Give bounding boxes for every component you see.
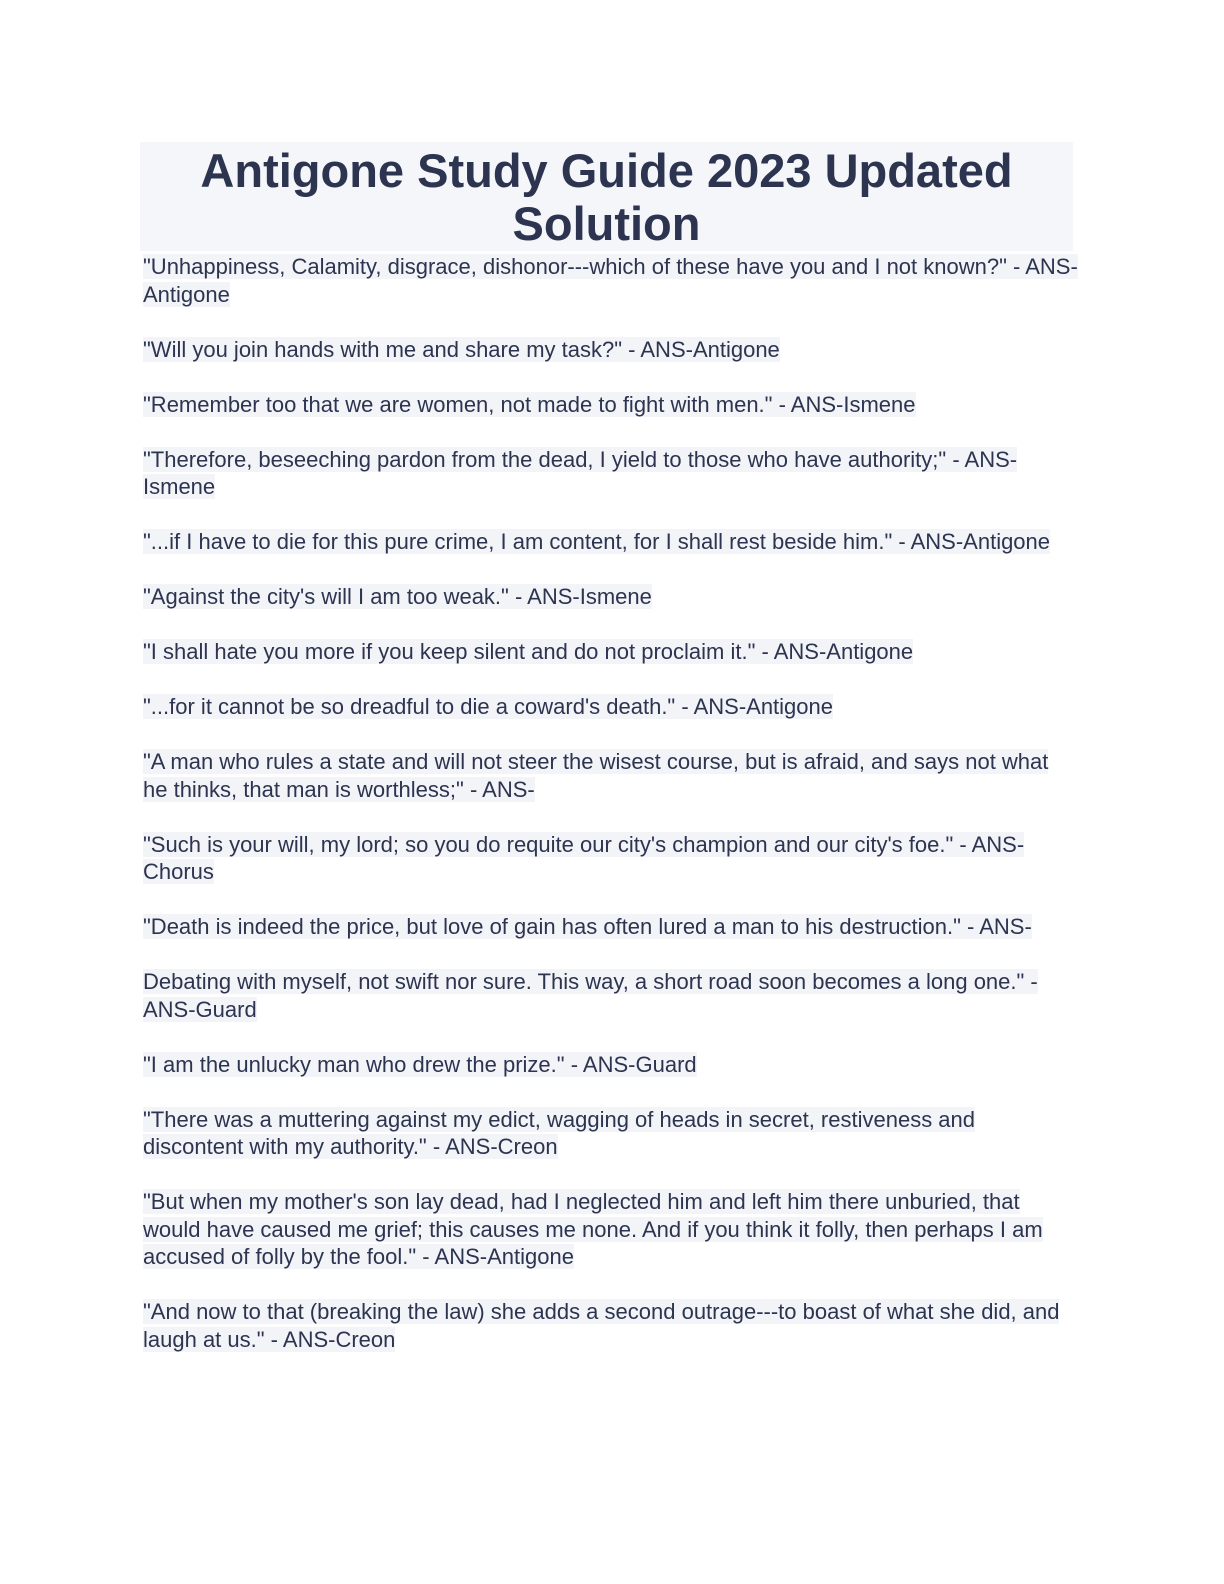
qa-text: "Such is your will, my lord; so you do requite our city's champion and our city's foe." - ANS-Chorus — [143, 831, 1025, 884]
qa-text: "And now to that (breaking the law) she adds a second outrage---to boast of what she did, and laugh at us." - ANS-Creon — [143, 1299, 1060, 1352]
title-block — [140, 142, 1073, 251]
qa-item — [143, 336, 1078, 364]
qa-item — [143, 1188, 1078, 1271]
qa-item — [143, 528, 1078, 556]
qa-text: "...if I have to die for this pure crime, I am content, for I shall rest beside him." - ANS-Antigone — [143, 529, 1051, 554]
qa-item — [143, 638, 1078, 666]
qa-item — [143, 391, 1078, 419]
qa-text: "Unhappiness, Calamity, disgrace, dishonor---which of these have you and I not known?" - ANS-Antigone — [143, 254, 1078, 307]
page-title: Antigone Study Guide 2023 Updated Solution — [200, 144, 1013, 250]
qa-item — [143, 693, 1078, 721]
qa-text: "I shall hate you more if you keep silent and do not proclaim it." - ANS-Antigone — [143, 639, 914, 664]
qa-text: "Therefore, beseeching pardon from the dead, I yield to those who have authority;" - ANS-Ismene — [143, 446, 1018, 499]
qa-text: "...for it cannot be so dreadful to die a coward's death." - ANS-Antigone — [143, 694, 833, 719]
qa-item — [143, 253, 1078, 308]
qa-item — [143, 1298, 1078, 1353]
qa-text: "Against the city's will I am too weak." - ANS-Ismene — [143, 584, 652, 609]
qa-text: "Remember too that we are women, not made to fight with men." - ANS-Ismene — [143, 391, 916, 417]
qa-item — [143, 831, 1078, 886]
qa-item — [143, 583, 1078, 611]
qa-text: "A man who rules a state and will not steer the wisest course, but is afraid, and says not what he thinks, that man is worthless;" - ANS- — [143, 749, 1049, 802]
qa-item — [143, 748, 1078, 803]
qa-list — [143, 253, 1078, 1381]
qa-text: "But when my mother's son lay dead, had I neglected him and left him there unburied, that would have caused me grief; this causes me none. And if you think it folly, then perhaps I am accused of folly by the fool." - ANS-Antigone — [143, 1189, 1043, 1269]
qa-text: "There was a muttering against my edict, wagging of heads in secret, restiveness and discontent with my authority." - ANS-Creon — [143, 1106, 976, 1159]
qa-item — [143, 446, 1078, 501]
qa-item — [143, 913, 1078, 941]
qa-text: "Will you join hands with me and share my task?" - ANS-Antigone — [143, 336, 780, 362]
qa-item — [143, 1051, 1078, 1079]
qa-text: "Death is indeed the price, but love of gain has often lured a man to his destruction." - ANS- — [143, 914, 1032, 939]
qa-text: Debating with myself, not swift nor sure. This way, a short road soon becomes a long one." - ANS-Guard — [143, 969, 1038, 1022]
qa-text: "I am the unlucky man who drew the prize." - ANS-Guard — [143, 1051, 697, 1077]
qa-item — [143, 1106, 1078, 1161]
qa-item — [143, 968, 1078, 1023]
